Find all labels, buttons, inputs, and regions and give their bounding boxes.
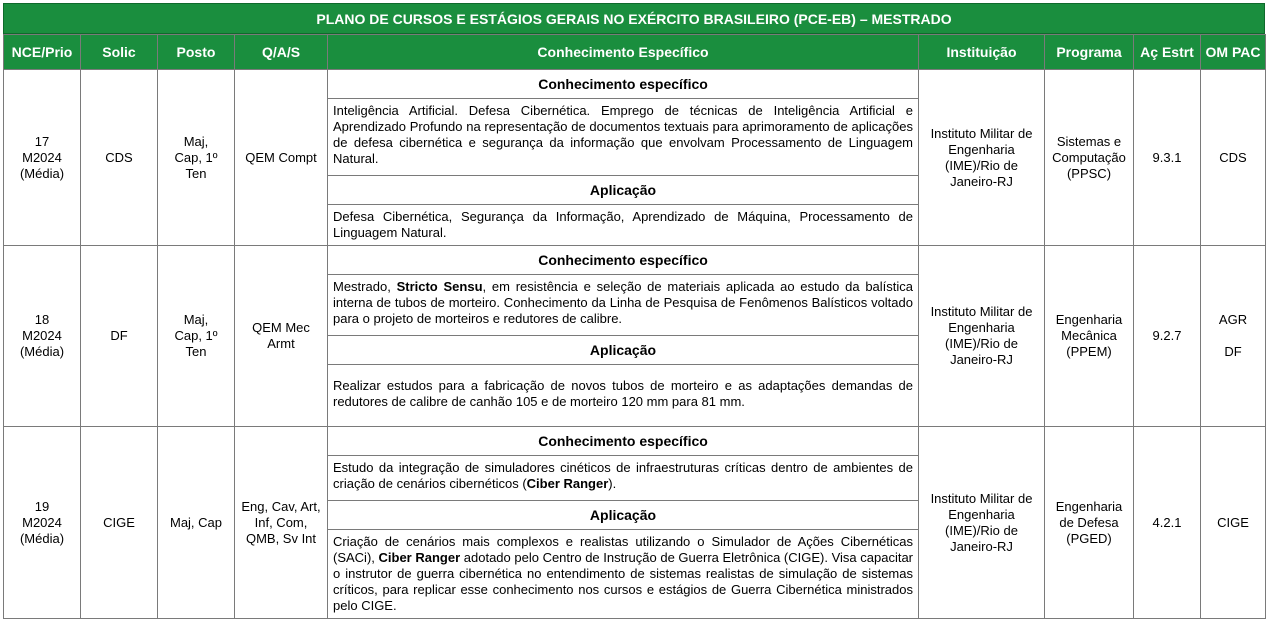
header-qas: Q/A/S [235, 35, 328, 70]
om-cell: CDS [1201, 70, 1266, 246]
qas-text: QEM Mec Armt [252, 320, 310, 351]
instituicao-cell: Instituto Militar de Engenharia (IME)/Rio de Janeiro-RJ [919, 70, 1045, 246]
document-title: PLANO DE CURSOS E ESTÁGIOS GERAIS NO EXÉRCITO BRASILEIRO (PCE-EB) – MESTRADO [3, 3, 1265, 34]
posto-cell [158, 246, 235, 427]
programa-cell: Engenharia de Defesa (PGED) [1045, 427, 1134, 619]
header-solic: Solic [81, 35, 158, 70]
ac-cell: 9.3.1 [1134, 70, 1201, 246]
table-row [4, 246, 1266, 427]
nce-priority: (Média) [19, 165, 65, 181]
table-row [4, 70, 1266, 246]
om-primary: AGR [1218, 312, 1248, 327]
nce-code: M2024 [22, 514, 62, 530]
om-cell: CIGE [1201, 427, 1266, 619]
qas-text: Eng, Cav, Art, Inf, Com, QMB, Sv Int [241, 498, 321, 546]
nce-code: M2024 [22, 328, 62, 343]
header-row [4, 35, 1266, 70]
nce-number: 17 [34, 133, 50, 149]
aplicacao-label: Aplicação [328, 175, 918, 205]
courses-table [3, 34, 1266, 619]
conhecimento-text-pre: Estudo da integração de simuladores cinéticos de infraestruturas críticas dentro de ambientes de criação de cenários cibernéticos ( [333, 460, 913, 491]
qas-cell [235, 246, 328, 427]
nce-number: 19 [34, 498, 50, 514]
posto-cell: Maj, Cap [158, 427, 235, 619]
conhecimento-text [328, 275, 918, 335]
aplicacao-label: Aplicação [328, 500, 918, 530]
aplicacao-text: Realizar estudos para a fabricação de novos tubos de morteiro e as adaptações demandas de redutores de calibre de canhão 105 e de morteiro 120 mm para 81 mm. [333, 378, 913, 409]
qas-cell: QEM Compt [235, 70, 328, 246]
aplicacao-text-post: adotado pelo Centro de Instrução de Guerra Eletrônica (CIGE). Visa capacitar o instrutor de guerra cibernética no entendimento de sistemas realistas de simulação de sistemas críticos, para replicar esse conhecimento nos cursos e estágios de Guerra Cibernética ministrados pelo CIGE. [333, 550, 914, 613]
instituicao-cell: Instituto Militar de Engenharia (IME)/Rio de Janeiro-RJ [919, 427, 1045, 619]
om-cell [1201, 246, 1266, 427]
solic-cell: DF [81, 246, 158, 427]
header-om-pac: OM PAC [1201, 35, 1266, 70]
conhecimento-cell [328, 246, 919, 427]
aplicacao-label: Aplicação [328, 335, 918, 365]
nce-priority: (Média) [19, 530, 65, 546]
conhecimento-label: Conhecimento específico [328, 246, 918, 275]
conhecimento-cell [328, 70, 919, 246]
nce-cell [4, 246, 81, 427]
conhecimento-label: Conhecimento específico [328, 427, 918, 456]
header-nce: NCE/Prio [4, 35, 81, 70]
programa-cell: Sistemas e Computação (PPSC) [1045, 70, 1134, 246]
conhecimento-text-bold: Stricto Sensu [396, 279, 483, 294]
nce-code: M2024 [22, 149, 62, 165]
solic-cell: CDS [81, 70, 158, 246]
nce-number: 18 [34, 312, 50, 327]
header-ac-estrt: Aç Estrt [1134, 35, 1201, 70]
table-row [4, 427, 1266, 619]
aplicacao-text-pre: Criação de cenários mais complexos e realistas utilizando o Simulador de Ações Cibernéticas (SACi), [333, 534, 913, 565]
aplicacao-text-bold: Ciber Ranger [378, 550, 461, 565]
conhecimento-label: Conhecimento específico [328, 70, 918, 99]
header-instituicao: Instituição [919, 35, 1045, 70]
nce-cell [4, 427, 81, 619]
header-programa: Programa [1045, 35, 1134, 70]
conhecimento-text [328, 456, 918, 500]
aplicacao-text: Defesa Cibernética, Segurança da Informação, Aprendizado de Máquina, Processamento de Linguagem Natural. [333, 209, 913, 240]
nce-priority: (Média) [19, 344, 65, 359]
conhecimento-text-post: , em resistência e seleção de materiais aplicada ao estudo da balística interna de tubos de morteiro. Conhecimento da Linha de Pesquisa de Fenômenos Balísticos voltado para o projeto de morteiros e redutores de calibre. [333, 279, 914, 326]
posto-text: Maj, Cap, 1º Ten [174, 312, 218, 359]
nce-cell [4, 70, 81, 246]
conhecimento-text-bold: Ciber Ranger [526, 476, 609, 491]
solic-cell: CIGE [81, 427, 158, 619]
programa-cell: Engenharia Mecânica (PPEM) [1045, 246, 1134, 427]
document-table [3, 3, 1265, 619]
ac-cell: 4.2.1 [1134, 427, 1201, 619]
conhecimento-text-pre: Mestrado, [333, 279, 397, 294]
header-posto: Posto [158, 35, 235, 70]
header-conhecimento: Conhecimento Específico [328, 35, 919, 70]
om-secondary: DF [1224, 344, 1242, 359]
posto-text: Maj, Cap, 1º Ten [174, 133, 218, 181]
conhecimento-text: Inteligência Artificial. Defesa Cibernética. Emprego de técnicas de Inteligência Artificial e Aprendizado Profundo na representação de documentos textuais para aprimoramento de aplicações de defesa cibernética e segurança da informação que envolvam Processamento de Linguagem Natural. [333, 103, 913, 166]
qas-cell [235, 427, 328, 619]
instituicao-cell: Instituto Militar de Engenharia (IME)/Rio de Janeiro-RJ [919, 246, 1045, 427]
aplicacao-text [328, 530, 918, 618]
conhecimento-cell [328, 427, 919, 619]
ac-cell: 9.2.7 [1134, 246, 1201, 427]
posto-cell [158, 70, 235, 246]
conhecimento-text-post: ). [608, 476, 617, 491]
